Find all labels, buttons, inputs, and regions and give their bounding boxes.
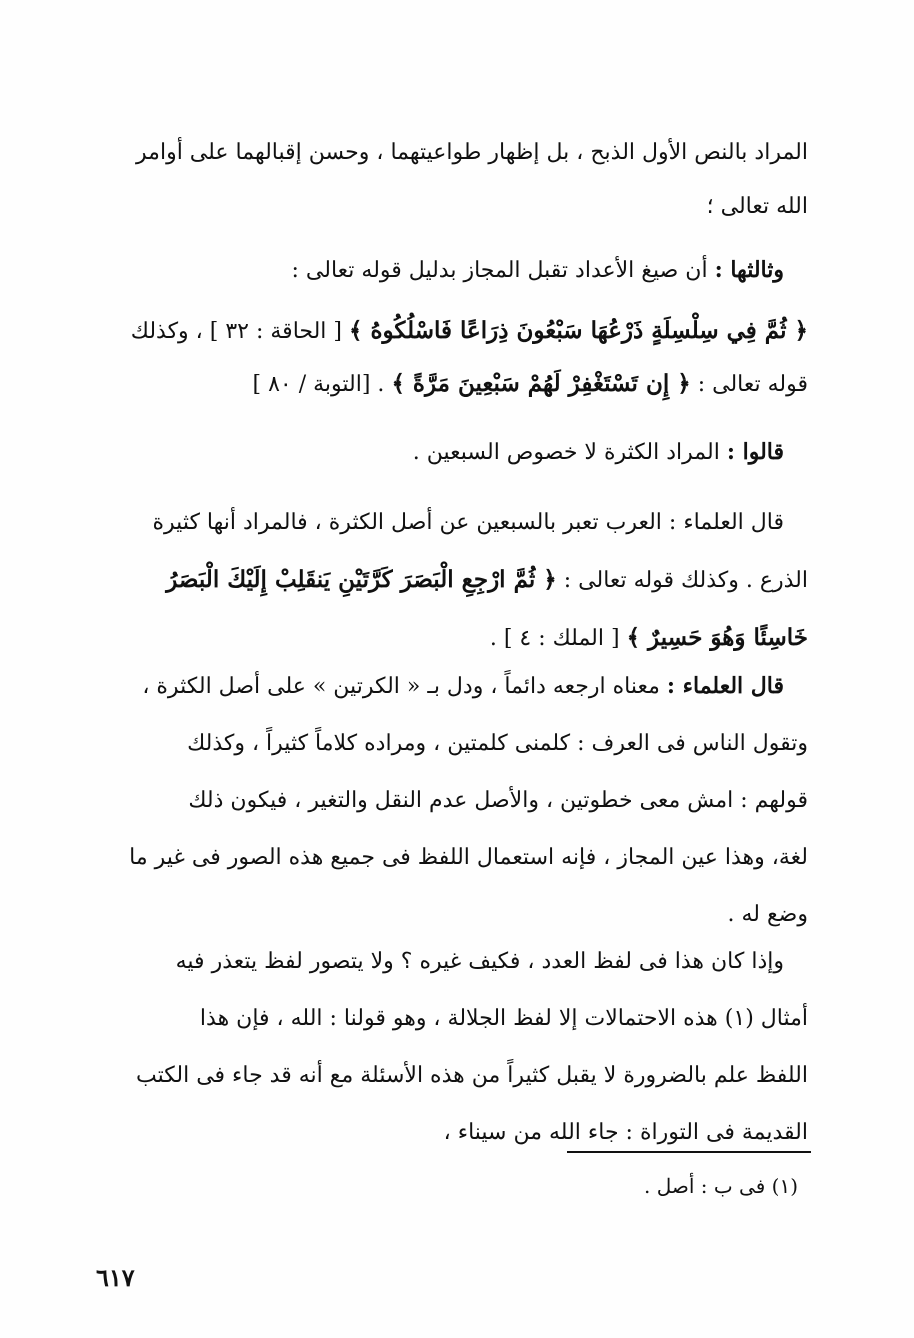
paragraph-text: معناه ارجعه دائماً ، ودل بـ « الكرتين » على أصل الكثرة ، — [142, 674, 660, 699]
paragraph-text: أن صيغ الأعداد تقبل المجاز بدليل قوله تعالى : — [291, 258, 708, 283]
paragraph-text: قوله تعالى : — [697, 372, 808, 397]
paragraph-5 — [92, 494, 808, 667]
text-line — [92, 305, 808, 358]
paragraph-lead: وثالثها : — [714, 257, 784, 283]
text-line — [92, 358, 808, 411]
paragraph-2 — [92, 243, 808, 298]
text-line: اللفظ علم بالضرورة لا يقبل كثيراً من هذه الأسئلة مع أنه قد جاء فى الكتب — [136, 1063, 808, 1088]
footnote: (١) فى ب : أصل . — [644, 1174, 798, 1198]
paragraph-text: المراد الكثرة لا خصوص السبعين . — [412, 440, 720, 465]
text-line: قولهم : امش معى خطوتين ، والأصل عدم النقل والتغير ، فيكون ذلك — [188, 788, 808, 813]
paragraph-7 — [92, 933, 808, 1161]
paragraph-3 — [92, 305, 808, 411]
text-line — [92, 425, 808, 480]
text-line: الله تعالى ؛ — [706, 194, 808, 219]
text-line: المراد بالنص الأول الذبح ، بل إظهار طواعيتهما ، وحسن إقبالهما على أوامر — [136, 140, 808, 165]
paragraph-lead: قالوا : — [726, 439, 784, 465]
text-line: وإذا كان هذا فى لفظ العدد ، فكيف غيره ؟ ولا يتصور لفظ يتعذر فيه — [175, 949, 784, 974]
text-line: وضع له . — [727, 902, 808, 927]
text-line: القديمة فى التوراة : جاء الله من سيناء ، — [443, 1120, 808, 1145]
paragraph-lead: قال العلماء : — [666, 673, 784, 699]
text-line: أمثال (١) هذه الاحتمالات إلا لفظ الجلالة ، وهو قولنا : الله ، فإن هذا — [199, 1006, 808, 1031]
footnote-divider — [567, 1151, 811, 1153]
quran-verse: خَاسِئًا وَهُوَ حَسِيرٌ ﴾ — [626, 624, 808, 651]
quran-verse: ﴿ إِن تَسْتَغْفِرْ لَهُمْ سَبْعِينَ مَرَّةً ﴾ — [391, 370, 691, 397]
text-line: وتقول الناس فى العرف : كلمنى كلمتين ، ومراده كلاماً كثيراً ، وكذلك — [187, 731, 808, 756]
text-line — [92, 658, 808, 715]
text-line — [92, 551, 808, 609]
text-line: قال العلماء : العرب تعبر بالسبعين عن أصل الكثرة ، فالمراد أنها كثيرة — [152, 510, 784, 535]
text-line — [92, 243, 808, 298]
verse-reference: [ الحاقة : ٣٢ ] ، وكذلك — [130, 319, 342, 344]
verse-reference: [ الملك : ٤ ] . — [489, 626, 620, 651]
quran-verse: ﴿ ثُمَّ فِي سِلْسِلَةٍ ذَرْعُهَا سَبْعُونَ ذِرَاعًا فَاسْلُكُوهُ ﴾ — [349, 317, 808, 344]
paragraph-1 — [92, 126, 808, 234]
paragraph-4 — [92, 425, 808, 480]
text-line: لغة، وهذا عين المجاز ، فإنه استعمال اللفظ فى جميع هذه الصور فى غير ما — [129, 845, 808, 870]
quran-verse: ﴿ ثُمَّ ارْجِعِ الْبَصَرَ كَرَّتَيْنِ يَنقَلِبْ إِلَيْكَ الْبَصَرُ — [166, 566, 557, 593]
verse-reference: . [التوبة / ٨٠ ] — [252, 372, 385, 397]
paragraph-text: الذرع . وكذلك قوله تعالى : — [563, 568, 808, 593]
paragraph-6 — [92, 658, 808, 943]
page-number: ٦١٧ — [96, 1263, 135, 1292]
